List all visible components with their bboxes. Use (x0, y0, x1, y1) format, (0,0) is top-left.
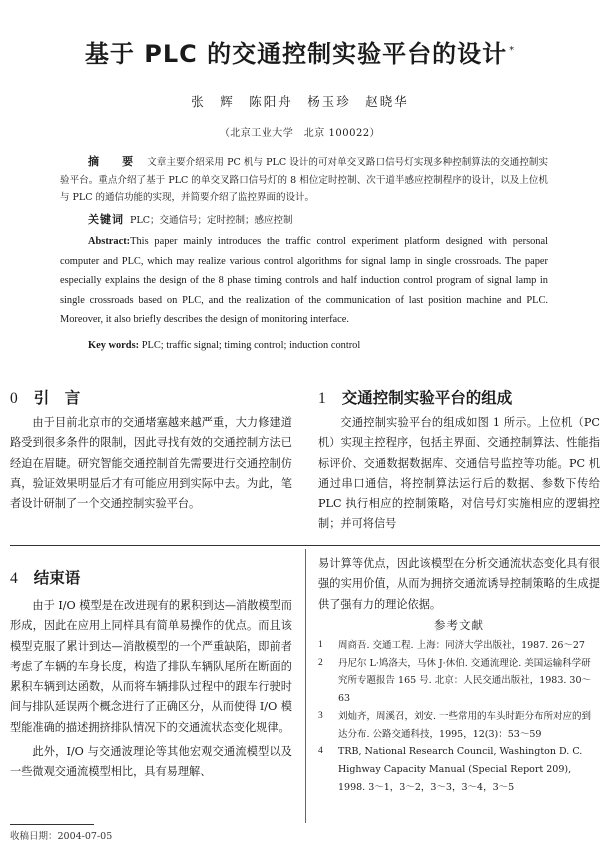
authors: 张 辉 陈阳舟 杨玉珍 赵晓华 (191, 94, 409, 109)
abstract-chinese-text: 文章主要介绍采用 PC 机与 PLC 设计的可对单交叉路口信号灯实现多种控制算法的交通控制实验平台。重点介绍了基于 PLC 的单交叉路口信号灯的 8 相位定时控制、次干道半感应控制程序的设计，以及上位机与 PLC 的通信功能的实现，并简要介绍了监控界面的设计。 (60, 157, 548, 203)
reference-item (318, 655, 600, 708)
affiliation: （北京工业大学 北京 100022） (219, 128, 381, 139)
paper-title (0, 34, 600, 69)
footnote-rule (10, 824, 94, 825)
section-composition-heading (318, 386, 512, 408)
section-composition-number: 1 (318, 390, 326, 407)
references-title: 参考文献 (434, 618, 484, 632)
abstract-english-text: This paper mainly introduces the traffic control experiment platform designed with personal computer and PLC, which may realize various control algorithms for signal lamp in single crossroads. The paper especially explains the design of the 8 phase timing controls and half induction control program of signal lamp in single crossroads based on PLC, and the realization of the communication of last position machine and PLC. Moreover, it also briefly describes the design of monitoring interface. (60, 236, 548, 326)
section-conclusion-paragraph-2: 此外，I/O 与交通波理论等其他宏观交通流模型以及一些微观交通流模型相比，具有易理解、 (10, 745, 292, 779)
keywords-english-text: PLC; traffic signal; timing control; induction control (141, 340, 361, 351)
reference-number: 1 (318, 640, 323, 650)
keywords-english-label: Key words: (88, 340, 140, 351)
section-conclusion-number: 4 (10, 570, 18, 587)
section-intro-number: 0 (10, 390, 18, 407)
section-composition-body (318, 413, 600, 535)
section-conclusion-paragraph-1: 由于 I/O 模型是在改进现有的累积到达—消散模型而形成，因此在应用上同样具有简单易操作的优点。而且该模型克服了累计到达—消散模型的一个严重缺陷，即前者考虑了车辆的车身长度，构造了排队车辆队尾所在断面的累积车辆到达函数，从而将车辆排队过程中的跟车行驶时间与排队延误两个概念进行了正确区分，从而使得 I/O 模型能准确的描述拥挤排队情况下的交通流状态变化规律。 (10, 599, 292, 734)
section-conclusion-continued-paragraph: 易计算等优点，因此该模型在分析交通流状态变化具有很强的实用价值，从而为拥挤交通流诱导控制策略的生成提供了强有力的理论依据。 (318, 557, 600, 611)
section-composition-title: 交通控制实验平台的组成 (341, 389, 513, 407)
paper-title-text: 基于 PLC 的交通控制实验平台的设计 (84, 40, 508, 68)
reference-number: 4 (318, 746, 323, 757)
reference-item (318, 637, 600, 655)
section-conclusion-heading (10, 566, 80, 588)
reference-number: 3 (318, 710, 323, 721)
abstract-english-label: Abstract: (88, 236, 131, 247)
keywords-chinese (88, 211, 548, 227)
reference-text: 丹尼尔 L·鸠洛夫，马休 J·休伯. 交通流理论. 美国运输科学研究所专题报告 165 号. 北京：人民交通出版社，1983. 30～63 (338, 657, 592, 705)
reference-text: TRB, National Research Council, Washington D. C. Highway Capacity Manual (Special Report 209), 1998. 3～1，3～2，3～3，3～4，3～5 (338, 746, 583, 793)
keywords-english (88, 340, 548, 351)
reference-text: 周商吾. 交通工程. 上海：同济大学出版社，1987. 26～27 (338, 640, 585, 651)
references-list (318, 637, 600, 796)
section-composition-paragraph: 交通控制实验平台的组成如图 1 所示。上位机（PC 机）实现主控程序，包括主界面、交通控制算法、性能指标评价、交通数据数据库、交通信号监控等功能。PC 机通过串口通信，将控制算法运行后的数据、参数下传给 PLC 执行相应的控制策略，对信号灯实施相应的逻辑控制；并可将信号 (318, 416, 600, 531)
keywords-chinese-text: PLC；交通信号；定时控制；感应控制 (130, 215, 293, 226)
section-intro-title: 引 言 (33, 389, 81, 407)
section-conclusion-body (10, 596, 292, 783)
received-date: 收稿日期：2004-07-05 (10, 831, 113, 842)
abstract-english (60, 232, 548, 330)
reference-text: 刘灿齐，周溪召，刘安. 一些常用的车头时距分布所对应的到达分布. 公路交通科技，1995，12(3)：53～59 (338, 710, 592, 740)
section-intro-body (10, 413, 292, 514)
reference-number: 2 (318, 657, 323, 668)
title-footnote-mark: * (509, 45, 516, 56)
keywords-chinese-label: 关键词 (88, 213, 124, 226)
section-intro-heading (10, 386, 80, 408)
section-intro-paragraph: 由于目前北京市的交通堵塞越来越严重，大力修建道路受到很多条件的限制，因此寻找有效的交通控制方法已经迫在眉睫。研究智能交通控制首先需要进行交通控制仿真，验证效果明显后才有可能应用到实际中去。为此，笔者设计研制了一个交通控制实验平台。 (10, 416, 292, 511)
abstract-chinese (60, 153, 548, 207)
column-divider (305, 549, 306, 823)
abstract-chinese-label: 摘 要 (88, 155, 140, 168)
article-divider (10, 545, 600, 546)
reference-item (318, 743, 600, 796)
section-conclusion-continued (318, 554, 600, 615)
section-conclusion-title: 结束语 (33, 569, 81, 587)
reference-item (318, 708, 600, 743)
